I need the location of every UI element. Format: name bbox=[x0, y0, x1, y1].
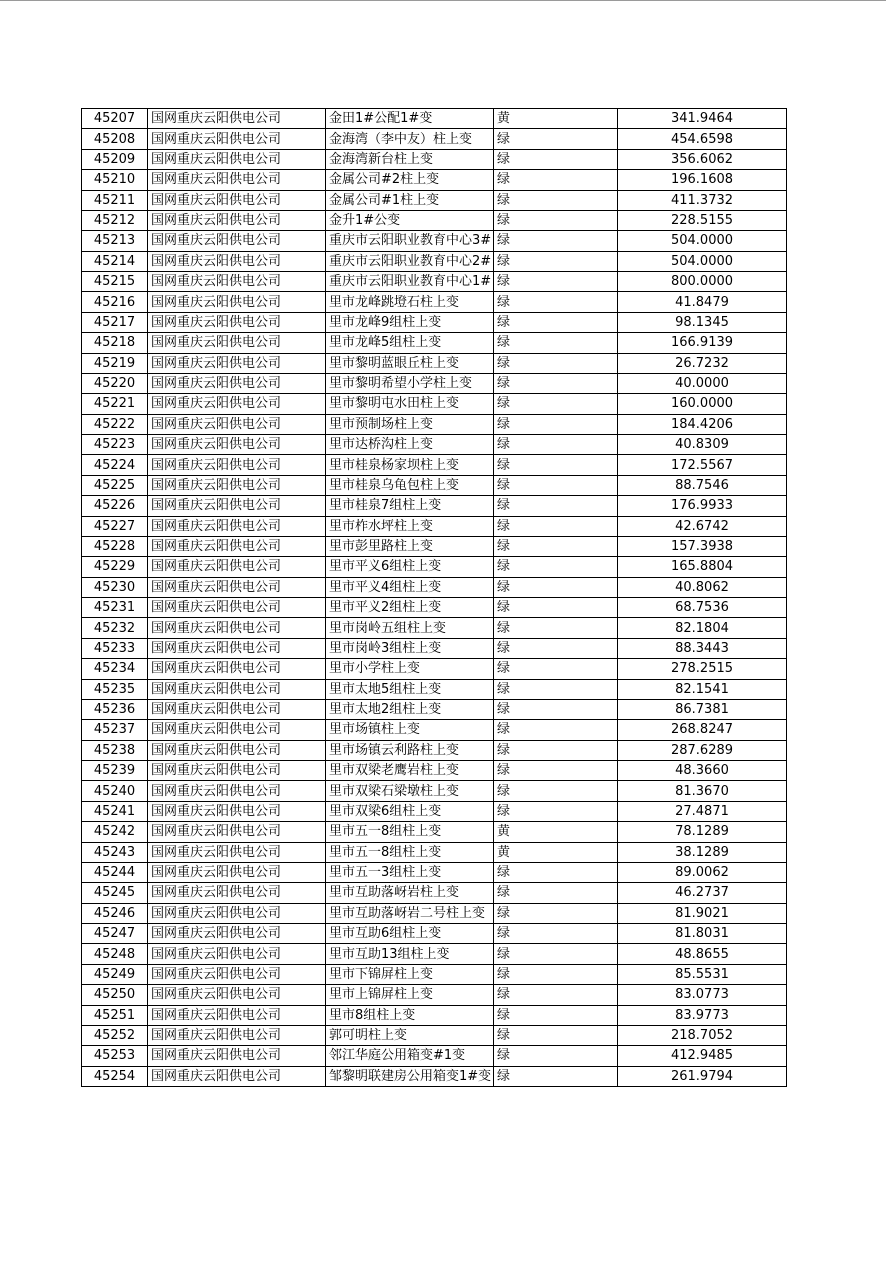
transformer-name-cell: 里市岗岭五组柱上变 bbox=[326, 618, 494, 638]
company-cell: 国网重庆云阳供电公司 bbox=[148, 231, 326, 251]
value-cell: 504.0000 bbox=[618, 231, 787, 251]
status-level-cell: 绿 bbox=[494, 720, 618, 740]
value-cell: 196.1608 bbox=[618, 170, 787, 190]
transformer-name-cell: 重庆市云阳职业教育中心1# bbox=[326, 272, 494, 292]
id-cell: 45207 bbox=[82, 109, 148, 129]
status-level-cell: 绿 bbox=[494, 638, 618, 658]
transformer-name-cell: 金海湾新台柱上变 bbox=[326, 149, 494, 169]
company-cell: 国网重庆云阳供电公司 bbox=[148, 720, 326, 740]
transformer-name-cell: 金属公司#1柱上变 bbox=[326, 190, 494, 210]
transformer-name-cell: 金田1#公配1#变 bbox=[326, 109, 494, 129]
table-row bbox=[82, 170, 787, 190]
transformer-name-cell: 里市互助13组柱上变 bbox=[326, 944, 494, 964]
status-level-cell: 绿 bbox=[494, 435, 618, 455]
table-row bbox=[82, 272, 787, 292]
value-cell: 172.5567 bbox=[618, 455, 787, 475]
transformer-name-cell: 里市场镇柱上变 bbox=[326, 720, 494, 740]
id-cell: 45252 bbox=[82, 1025, 148, 1045]
status-level-cell: 绿 bbox=[494, 129, 618, 149]
transformer-name-cell: 里市互助6组柱上变 bbox=[326, 924, 494, 944]
transformer-name-cell: 里市太地2组柱上变 bbox=[326, 699, 494, 719]
page-top-rule bbox=[0, 0, 886, 1]
value-cell: 157.3938 bbox=[618, 536, 787, 556]
company-cell: 国网重庆云阳供电公司 bbox=[148, 149, 326, 169]
value-cell: 268.8247 bbox=[618, 720, 787, 740]
id-cell: 45253 bbox=[82, 1046, 148, 1066]
company-cell: 国网重庆云阳供电公司 bbox=[148, 761, 326, 781]
table-row bbox=[82, 964, 787, 984]
id-cell: 45225 bbox=[82, 475, 148, 495]
transformer-name-cell: 里市平义6组柱上变 bbox=[326, 557, 494, 577]
id-cell: 45250 bbox=[82, 985, 148, 1005]
company-cell: 国网重庆云阳供电公司 bbox=[148, 292, 326, 312]
table-row bbox=[82, 985, 787, 1005]
status-level-cell: 绿 bbox=[494, 190, 618, 210]
value-cell: 278.2515 bbox=[618, 659, 787, 679]
table-row bbox=[82, 883, 787, 903]
transformer-name-cell: 里市达桥沟柱上变 bbox=[326, 435, 494, 455]
status-level-cell: 绿 bbox=[494, 985, 618, 1005]
status-level-cell: 绿 bbox=[494, 598, 618, 618]
table-row bbox=[82, 394, 787, 414]
company-cell: 国网重庆云阳供电公司 bbox=[148, 964, 326, 984]
status-level-cell: 绿 bbox=[494, 414, 618, 434]
table-row bbox=[82, 149, 787, 169]
transformer-name-cell: 重庆市云阳职业教育中心2# bbox=[326, 251, 494, 271]
value-cell: 166.9139 bbox=[618, 333, 787, 353]
status-level-cell: 绿 bbox=[494, 149, 618, 169]
company-cell: 国网重庆云阳供电公司 bbox=[148, 822, 326, 842]
status-level-cell: 绿 bbox=[494, 801, 618, 821]
value-cell: 27.4871 bbox=[618, 801, 787, 821]
status-level-cell: 绿 bbox=[494, 1005, 618, 1025]
value-cell: 356.6062 bbox=[618, 149, 787, 169]
status-level-cell: 绿 bbox=[494, 251, 618, 271]
status-level-cell: 绿 bbox=[494, 170, 618, 190]
company-cell: 国网重庆云阳供电公司 bbox=[148, 333, 326, 353]
status-level-cell: 绿 bbox=[494, 699, 618, 719]
status-level-cell: 绿 bbox=[494, 353, 618, 373]
company-cell: 国网重庆云阳供电公司 bbox=[148, 414, 326, 434]
table-row bbox=[82, 210, 787, 230]
transformer-name-cell: 金升1#公变 bbox=[326, 210, 494, 230]
transformer-name-cell: 里市太地5组柱上变 bbox=[326, 679, 494, 699]
table-row bbox=[82, 862, 787, 882]
table-row bbox=[82, 944, 787, 964]
status-level-cell: 黄 bbox=[494, 822, 618, 842]
table-row bbox=[82, 455, 787, 475]
company-cell: 国网重庆云阳供电公司 bbox=[148, 1005, 326, 1025]
transformer-name-cell: 里市黎明蓝眼丘柱上变 bbox=[326, 353, 494, 373]
status-level-cell: 绿 bbox=[494, 312, 618, 332]
status-level-cell: 绿 bbox=[494, 740, 618, 760]
id-cell: 45251 bbox=[82, 1005, 148, 1025]
value-cell: 411.3732 bbox=[618, 190, 787, 210]
company-cell: 国网重庆云阳供电公司 bbox=[148, 598, 326, 618]
value-cell: 82.1541 bbox=[618, 679, 787, 699]
status-level-cell: 绿 bbox=[494, 903, 618, 923]
value-cell: 88.7546 bbox=[618, 475, 787, 495]
transformer-name-cell: 里市桂泉杨家坝柱上变 bbox=[326, 455, 494, 475]
id-cell: 45248 bbox=[82, 944, 148, 964]
table-row bbox=[82, 516, 787, 536]
company-cell: 国网重庆云阳供电公司 bbox=[148, 536, 326, 556]
value-cell: 98.1345 bbox=[618, 312, 787, 332]
id-cell: 45244 bbox=[82, 862, 148, 882]
table-row bbox=[82, 292, 787, 312]
id-cell: 45224 bbox=[82, 455, 148, 475]
id-cell: 45221 bbox=[82, 394, 148, 414]
table-body bbox=[82, 109, 787, 1087]
id-cell: 45217 bbox=[82, 312, 148, 332]
transformer-name-cell: 里市双梁6组柱上变 bbox=[326, 801, 494, 821]
status-level-cell: 绿 bbox=[494, 231, 618, 251]
table-row bbox=[82, 903, 787, 923]
status-level-cell: 绿 bbox=[494, 577, 618, 597]
transformer-name-cell: 里市五一8组柱上变 bbox=[326, 822, 494, 842]
table-row bbox=[82, 333, 787, 353]
transformer-name-cell: 里市彭里路柱上变 bbox=[326, 536, 494, 556]
value-cell: 81.8031 bbox=[618, 924, 787, 944]
value-cell: 40.8062 bbox=[618, 577, 787, 597]
value-cell: 184.4206 bbox=[618, 414, 787, 434]
id-cell: 45226 bbox=[82, 496, 148, 516]
transformer-name-cell: 里市预制场柱上变 bbox=[326, 414, 494, 434]
company-cell: 国网重庆云阳供电公司 bbox=[148, 210, 326, 230]
id-cell: 45233 bbox=[82, 638, 148, 658]
company-cell: 国网重庆云阳供电公司 bbox=[148, 1046, 326, 1066]
transformer-name-cell: 里市龙峰跳墱石柱上变 bbox=[326, 292, 494, 312]
transformer-name-cell: 里市互助落岈岩二号柱上变 bbox=[326, 903, 494, 923]
status-level-cell: 绿 bbox=[494, 394, 618, 414]
id-cell: 45211 bbox=[82, 190, 148, 210]
id-cell: 45239 bbox=[82, 761, 148, 781]
company-cell: 国网重庆云阳供电公司 bbox=[148, 109, 326, 129]
company-cell: 国网重庆云阳供电公司 bbox=[148, 129, 326, 149]
company-cell: 国网重庆云阳供电公司 bbox=[148, 496, 326, 516]
company-cell: 国网重庆云阳供电公司 bbox=[148, 373, 326, 393]
transformer-name-cell: 里市桂泉乌龟包柱上变 bbox=[326, 475, 494, 495]
value-cell: 165.8804 bbox=[618, 557, 787, 577]
status-level-cell: 绿 bbox=[494, 944, 618, 964]
company-cell: 国网重庆云阳供电公司 bbox=[148, 883, 326, 903]
id-cell: 45215 bbox=[82, 272, 148, 292]
status-level-cell: 绿 bbox=[494, 496, 618, 516]
company-cell: 国网重庆云阳供电公司 bbox=[148, 455, 326, 475]
id-cell: 45234 bbox=[82, 659, 148, 679]
value-cell: 82.1804 bbox=[618, 618, 787, 638]
value-cell: 261.9794 bbox=[618, 1066, 787, 1086]
status-level-cell: 绿 bbox=[494, 333, 618, 353]
status-level-cell: 绿 bbox=[494, 618, 618, 638]
value-cell: 454.6598 bbox=[618, 129, 787, 149]
id-cell: 45240 bbox=[82, 781, 148, 801]
id-cell: 45249 bbox=[82, 964, 148, 984]
table-row bbox=[82, 598, 787, 618]
page-right-margin bbox=[886, 0, 892, 1262]
value-cell: 40.8309 bbox=[618, 435, 787, 455]
company-cell: 国网重庆云阳供电公司 bbox=[148, 251, 326, 271]
value-cell: 40.0000 bbox=[618, 373, 787, 393]
table-row bbox=[82, 801, 787, 821]
value-cell: 48.3660 bbox=[618, 761, 787, 781]
company-cell: 国网重庆云阳供电公司 bbox=[148, 1025, 326, 1045]
transformer-name-cell: 里市双梁石梁墩柱上变 bbox=[326, 781, 494, 801]
table-row bbox=[82, 109, 787, 129]
value-cell: 26.7232 bbox=[618, 353, 787, 373]
company-cell: 国网重庆云阳供电公司 bbox=[148, 862, 326, 882]
company-cell: 国网重庆云阳供电公司 bbox=[148, 557, 326, 577]
status-level-cell: 绿 bbox=[494, 761, 618, 781]
id-cell: 45209 bbox=[82, 149, 148, 169]
value-cell: 46.2737 bbox=[618, 883, 787, 903]
table-row bbox=[82, 435, 787, 455]
table-row bbox=[82, 190, 787, 210]
table-row bbox=[82, 231, 787, 251]
id-cell: 45228 bbox=[82, 536, 148, 556]
id-cell: 45216 bbox=[82, 292, 148, 312]
table-row bbox=[82, 699, 787, 719]
transformer-name-cell: 重庆市云阳职业教育中心3# bbox=[326, 231, 494, 251]
company-cell: 国网重庆云阳供电公司 bbox=[148, 679, 326, 699]
status-level-cell: 绿 bbox=[494, 557, 618, 577]
company-cell: 国网重庆云阳供电公司 bbox=[148, 740, 326, 760]
id-cell: 45212 bbox=[82, 210, 148, 230]
transformer-name-cell: 里市五一8组柱上变 bbox=[326, 842, 494, 862]
id-cell: 45208 bbox=[82, 129, 148, 149]
id-cell: 45241 bbox=[82, 801, 148, 821]
status-level-cell: 黄 bbox=[494, 109, 618, 129]
transformer-name-cell: 里市平义4组柱上变 bbox=[326, 577, 494, 597]
value-cell: 88.3443 bbox=[618, 638, 787, 658]
id-cell: 45245 bbox=[82, 883, 148, 903]
table-row bbox=[82, 1046, 787, 1066]
value-cell: 800.0000 bbox=[618, 272, 787, 292]
company-cell: 国网重庆云阳供电公司 bbox=[148, 312, 326, 332]
transformer-name-cell: 里市桂泉7组柱上变 bbox=[326, 496, 494, 516]
id-cell: 45242 bbox=[82, 822, 148, 842]
value-cell: 48.8655 bbox=[618, 944, 787, 964]
company-cell: 国网重庆云阳供电公司 bbox=[148, 944, 326, 964]
value-cell: 228.5155 bbox=[618, 210, 787, 230]
id-cell: 45254 bbox=[82, 1066, 148, 1086]
id-cell: 45238 bbox=[82, 740, 148, 760]
value-cell: 41.8479 bbox=[618, 292, 787, 312]
value-cell: 38.1289 bbox=[618, 842, 787, 862]
status-level-cell: 绿 bbox=[494, 964, 618, 984]
table-row bbox=[82, 924, 787, 944]
status-level-cell: 绿 bbox=[494, 272, 618, 292]
company-cell: 国网重庆云阳供电公司 bbox=[148, 435, 326, 455]
table-row bbox=[82, 353, 787, 373]
value-cell: 287.6289 bbox=[618, 740, 787, 760]
status-level-cell: 绿 bbox=[494, 1046, 618, 1066]
id-cell: 45213 bbox=[82, 231, 148, 251]
id-cell: 45232 bbox=[82, 618, 148, 638]
id-cell: 45231 bbox=[82, 598, 148, 618]
transformer-name-cell: 里市互助落岈岩柱上变 bbox=[326, 883, 494, 903]
id-cell: 45222 bbox=[82, 414, 148, 434]
table-row bbox=[82, 577, 787, 597]
status-level-cell: 绿 bbox=[494, 516, 618, 536]
transformer-name-cell: 里市柞水坪柱上变 bbox=[326, 516, 494, 536]
table-row bbox=[82, 1066, 787, 1086]
status-level-cell: 绿 bbox=[494, 924, 618, 944]
transformer-name-cell: 里市黎明屯水田柱上变 bbox=[326, 394, 494, 414]
table-row bbox=[82, 618, 787, 638]
value-cell: 83.0773 bbox=[618, 985, 787, 1005]
id-cell: 45214 bbox=[82, 251, 148, 271]
value-cell: 86.7381 bbox=[618, 699, 787, 719]
table-row bbox=[82, 251, 787, 271]
status-level-cell: 绿 bbox=[494, 536, 618, 556]
id-cell: 45218 bbox=[82, 333, 148, 353]
company-cell: 国网重庆云阳供电公司 bbox=[148, 842, 326, 862]
company-cell: 国网重庆云阳供电公司 bbox=[148, 170, 326, 190]
table-row bbox=[82, 822, 787, 842]
id-cell: 45210 bbox=[82, 170, 148, 190]
transformer-name-cell: 金属公司#2柱上变 bbox=[326, 170, 494, 190]
status-level-cell: 绿 bbox=[494, 455, 618, 475]
table-row bbox=[82, 129, 787, 149]
status-level-cell: 绿 bbox=[494, 862, 618, 882]
value-cell: 412.9485 bbox=[618, 1046, 787, 1066]
value-cell: 42.6742 bbox=[618, 516, 787, 536]
table-row bbox=[82, 720, 787, 740]
transformer-name-cell: 金海湾（李中友）柱上变 bbox=[326, 129, 494, 149]
transformer-name-cell: 里市小学柱上变 bbox=[326, 659, 494, 679]
id-cell: 45220 bbox=[82, 373, 148, 393]
company-cell: 国网重庆云阳供电公司 bbox=[148, 801, 326, 821]
id-cell: 45235 bbox=[82, 679, 148, 699]
table-row bbox=[82, 312, 787, 332]
company-cell: 国网重庆云阳供电公司 bbox=[148, 475, 326, 495]
value-cell: 78.1289 bbox=[618, 822, 787, 842]
company-cell: 国网重庆云阳供电公司 bbox=[148, 516, 326, 536]
table-row bbox=[82, 638, 787, 658]
transformer-data-table bbox=[81, 108, 787, 1087]
table-row bbox=[82, 740, 787, 760]
status-level-cell: 绿 bbox=[494, 659, 618, 679]
company-cell: 国网重庆云阳供电公司 bbox=[148, 394, 326, 414]
value-cell: 504.0000 bbox=[618, 251, 787, 271]
id-cell: 45223 bbox=[82, 435, 148, 455]
status-level-cell: 绿 bbox=[494, 373, 618, 393]
transformer-name-cell: 里市双梁老鹰岩柱上变 bbox=[326, 761, 494, 781]
transformer-name-cell: 邹黎明联建房公用箱变1#变 bbox=[326, 1066, 494, 1086]
company-cell: 国网重庆云阳供电公司 bbox=[148, 577, 326, 597]
table-row bbox=[82, 659, 787, 679]
id-cell: 45227 bbox=[82, 516, 148, 536]
table-row bbox=[82, 414, 787, 434]
value-cell: 81.9021 bbox=[618, 903, 787, 923]
value-cell: 81.3670 bbox=[618, 781, 787, 801]
value-cell: 89.0062 bbox=[618, 862, 787, 882]
transformer-name-cell: 里市场镇云利路柱上变 bbox=[326, 740, 494, 760]
table-row bbox=[82, 1005, 787, 1025]
status-level-cell: 绿 bbox=[494, 475, 618, 495]
id-cell: 45237 bbox=[82, 720, 148, 740]
value-cell: 85.5531 bbox=[618, 964, 787, 984]
company-cell: 国网重庆云阳供电公司 bbox=[148, 618, 326, 638]
company-cell: 国网重庆云阳供电公司 bbox=[148, 659, 326, 679]
table-row bbox=[82, 536, 787, 556]
table-row bbox=[82, 496, 787, 516]
status-level-cell: 绿 bbox=[494, 210, 618, 230]
transformer-name-cell: 里市8组柱上变 bbox=[326, 1005, 494, 1025]
value-cell: 341.9464 bbox=[618, 109, 787, 129]
value-cell: 68.7536 bbox=[618, 598, 787, 618]
table-row bbox=[82, 761, 787, 781]
status-level-cell: 黄 bbox=[494, 842, 618, 862]
transformer-name-cell: 里市黎明希望小学柱上变 bbox=[326, 373, 494, 393]
table-row bbox=[82, 842, 787, 862]
company-cell: 国网重庆云阳供电公司 bbox=[148, 1066, 326, 1086]
transformer-name-cell: 里市龙峰9组柱上变 bbox=[326, 312, 494, 332]
table-row bbox=[82, 373, 787, 393]
status-level-cell: 绿 bbox=[494, 781, 618, 801]
id-cell: 45247 bbox=[82, 924, 148, 944]
table-row bbox=[82, 781, 787, 801]
id-cell: 45243 bbox=[82, 842, 148, 862]
status-level-cell: 绿 bbox=[494, 292, 618, 312]
table-row bbox=[82, 475, 787, 495]
value-cell: 160.0000 bbox=[618, 394, 787, 414]
company-cell: 国网重庆云阳供电公司 bbox=[148, 353, 326, 373]
company-cell: 国网重庆云阳供电公司 bbox=[148, 781, 326, 801]
id-cell: 45219 bbox=[82, 353, 148, 373]
company-cell: 国网重庆云阳供电公司 bbox=[148, 190, 326, 210]
table-row bbox=[82, 679, 787, 699]
company-cell: 国网重庆云阳供电公司 bbox=[148, 272, 326, 292]
company-cell: 国网重庆云阳供电公司 bbox=[148, 903, 326, 923]
table-row bbox=[82, 557, 787, 577]
status-level-cell: 绿 bbox=[494, 679, 618, 699]
id-cell: 45236 bbox=[82, 699, 148, 719]
table-row bbox=[82, 1025, 787, 1045]
company-cell: 国网重庆云阳供电公司 bbox=[148, 985, 326, 1005]
transformer-name-cell: 里市上锦屏柱上变 bbox=[326, 985, 494, 1005]
id-cell: 45229 bbox=[82, 557, 148, 577]
id-cell: 45246 bbox=[82, 903, 148, 923]
status-level-cell: 绿 bbox=[494, 1025, 618, 1045]
transformer-name-cell: 里市下锦屏柱上变 bbox=[326, 964, 494, 984]
value-cell: 218.7052 bbox=[618, 1025, 787, 1045]
transformer-name-cell: 里市五一3组柱上变 bbox=[326, 862, 494, 882]
transformer-name-cell: 里市龙峰5组柱上变 bbox=[326, 333, 494, 353]
id-cell: 45230 bbox=[82, 577, 148, 597]
company-cell: 国网重庆云阳供电公司 bbox=[148, 924, 326, 944]
value-cell: 176.9933 bbox=[618, 496, 787, 516]
transformer-name-cell: 里市岗岭3组柱上变 bbox=[326, 638, 494, 658]
company-cell: 国网重庆云阳供电公司 bbox=[148, 638, 326, 658]
transformer-name-cell: 邻江华庭公用箱变#1变 bbox=[326, 1046, 494, 1066]
value-cell: 83.9773 bbox=[618, 1005, 787, 1025]
status-level-cell: 绿 bbox=[494, 883, 618, 903]
company-cell: 国网重庆云阳供电公司 bbox=[148, 699, 326, 719]
transformer-name-cell: 里市平义2组柱上变 bbox=[326, 598, 494, 618]
transformer-name-cell: 郭可明柱上变 bbox=[326, 1025, 494, 1045]
status-level-cell: 绿 bbox=[494, 1066, 618, 1086]
